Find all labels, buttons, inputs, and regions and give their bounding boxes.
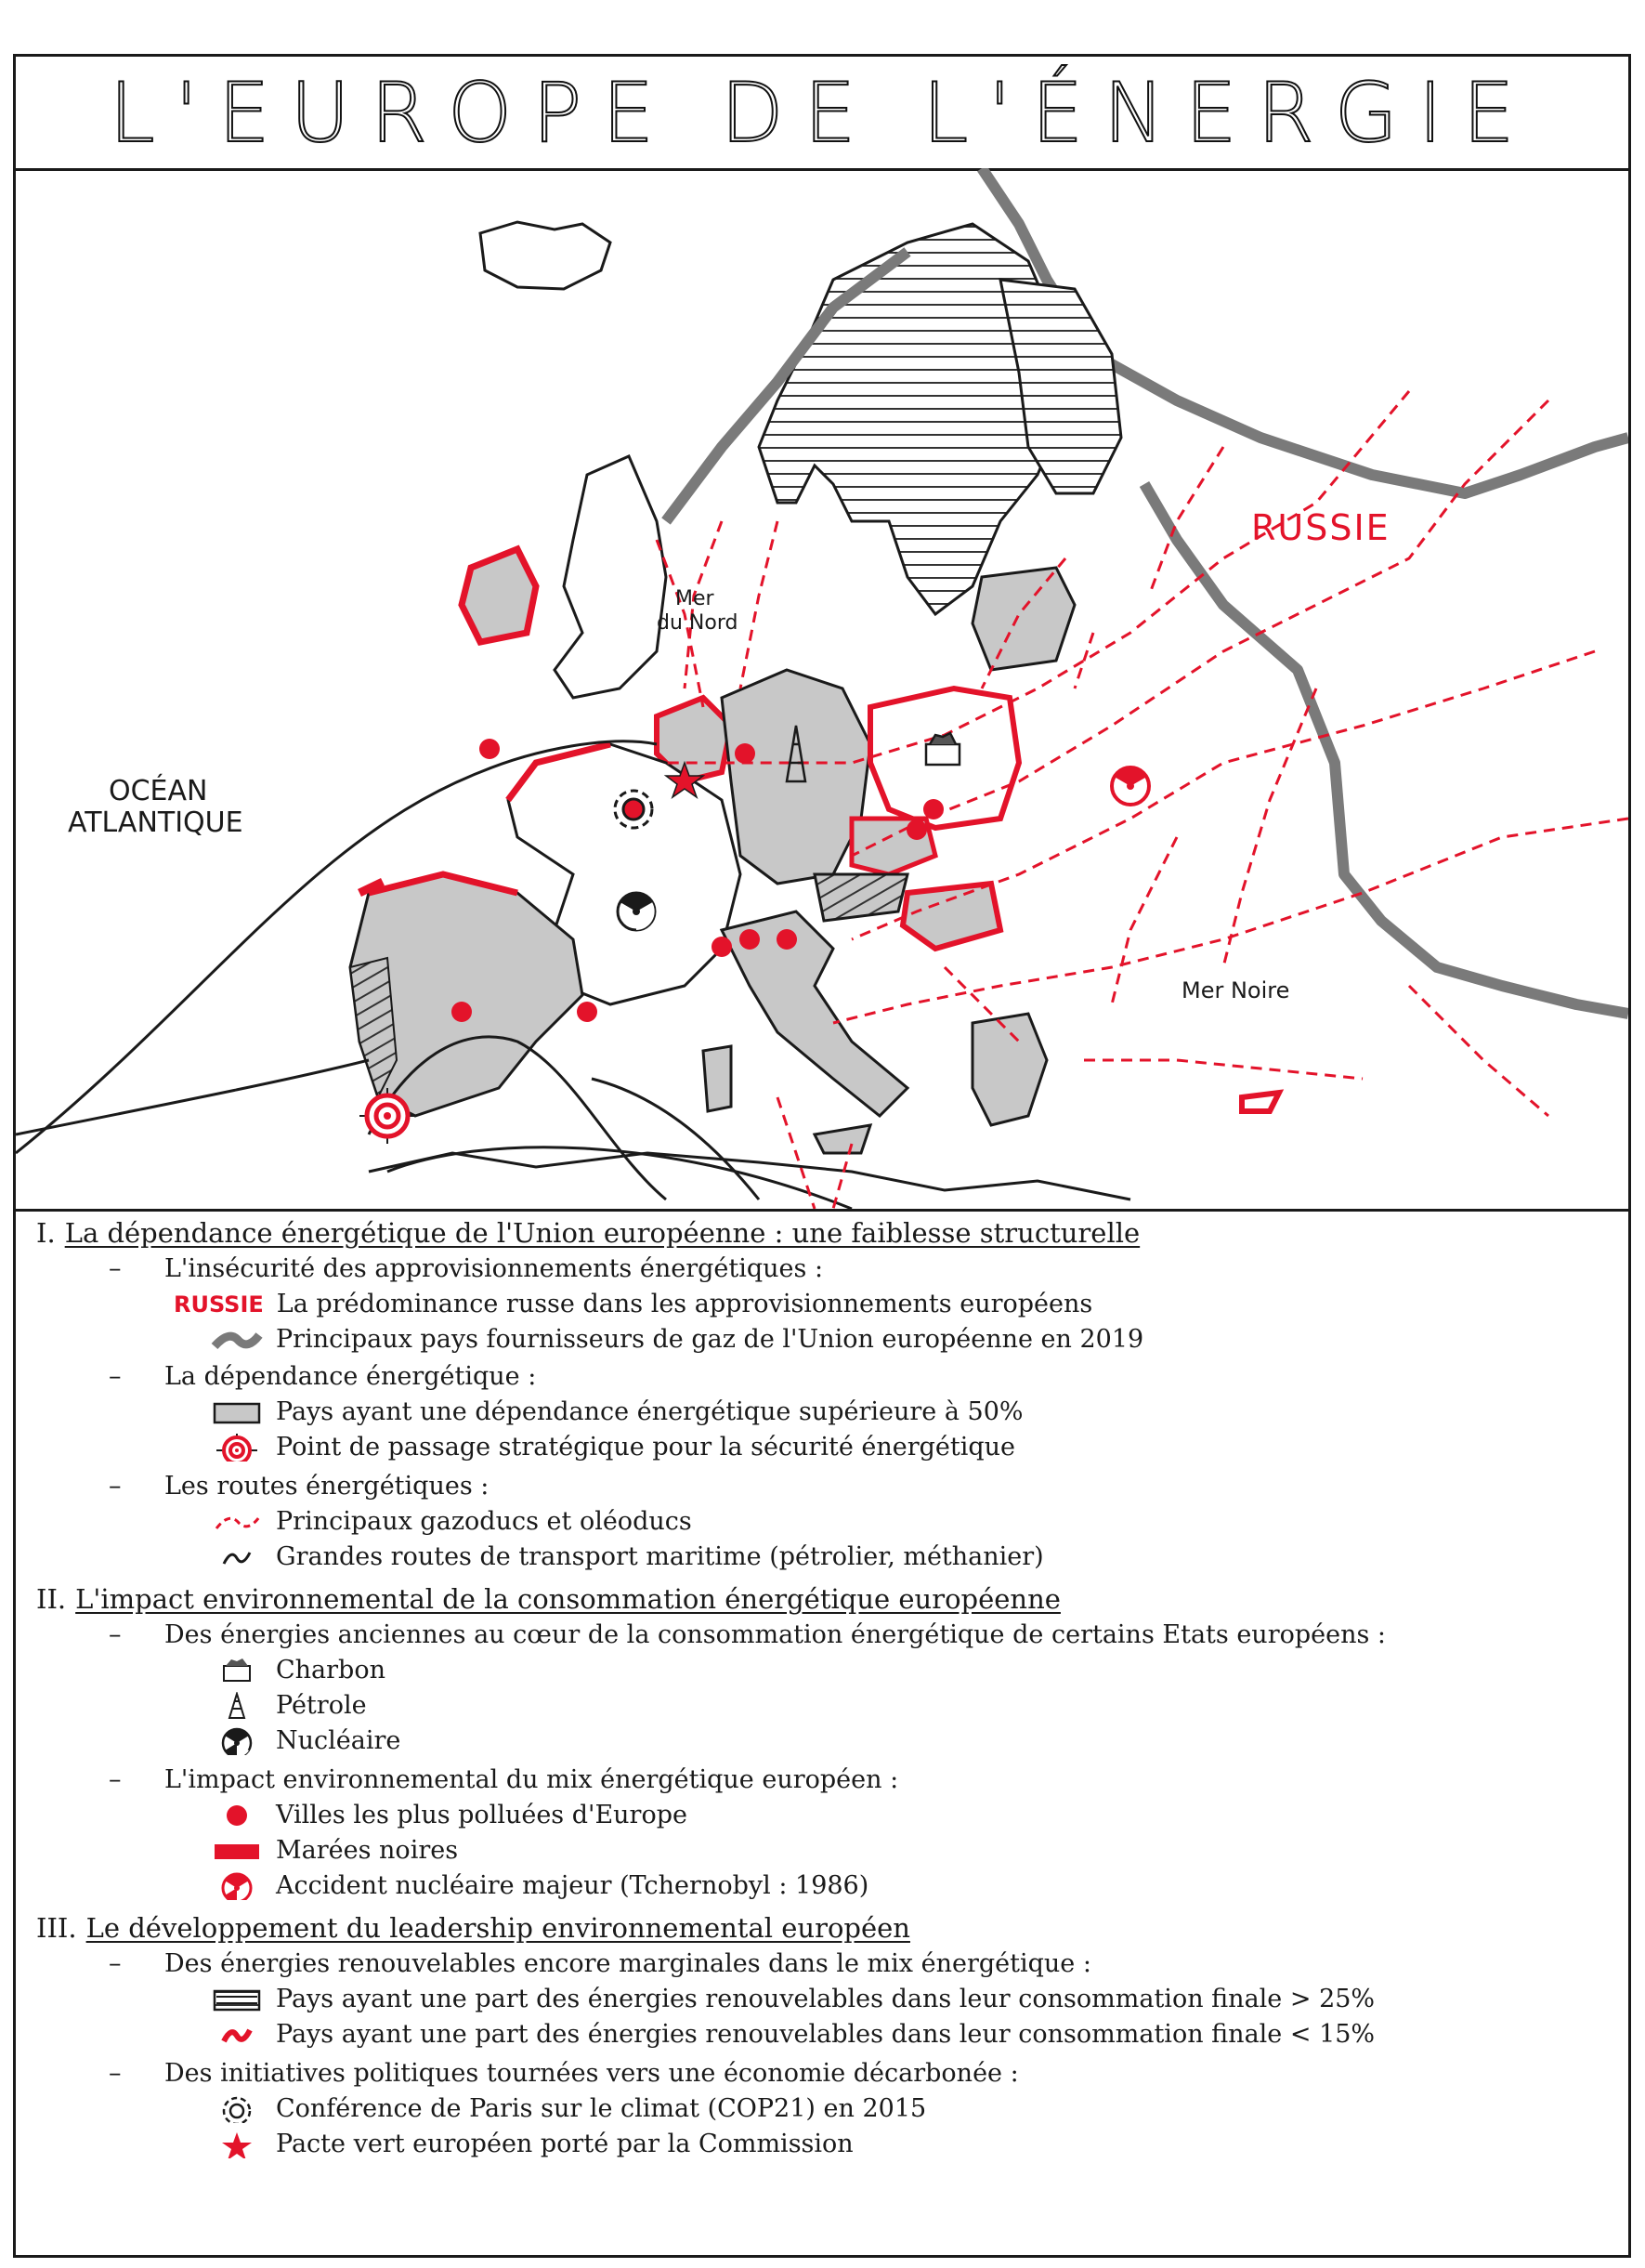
city-dot bbox=[479, 739, 500, 759]
charbon-text: Charbon bbox=[276, 1656, 385, 1685]
red-bar-icon bbox=[211, 1837, 263, 1865]
greece bbox=[973, 1014, 1047, 1125]
gas-suppliers-text: Principaux pays fournisseurs de gaz de l'Union européenne en 2019 bbox=[276, 1325, 1144, 1354]
legend-sub-env-impact: – L'impact environnemental du mix énergétique européen : bbox=[109, 1765, 899, 1794]
legend-item-marees bbox=[211, 1836, 458, 1865]
section-2-heading: L'impact environnemental de la consommation énergétique européenne bbox=[75, 1583, 1061, 1615]
legend-item-russie bbox=[174, 1290, 1092, 1318]
legend-sub-initiatives: – Des initiatives politiques tournées vers une économie décarbonée : bbox=[109, 2059, 1019, 2088]
oil-derrick-legend-icon bbox=[211, 1692, 263, 1720]
legend-item-cop21 bbox=[211, 2094, 926, 2123]
europe-map bbox=[16, 168, 1628, 1212]
legend-item-charbon bbox=[211, 1656, 385, 1685]
nuclear-accident-icon bbox=[1112, 761, 1149, 805]
legend-item-villes bbox=[211, 1801, 687, 1829]
legend-sub-old-energies: – Des énergies anciennes au cœur de la consommation énergétique de certains Etats européens : bbox=[109, 1620, 1387, 1649]
sub-env-impact-text: L'impact environnemental du mix énergétique européen : bbox=[164, 1765, 899, 1794]
hatched-box-icon bbox=[211, 1986, 263, 2013]
sub-renewables-text: Des énergies renouvelables encore marginales dans le mix énergétique : bbox=[164, 1949, 1091, 1978]
nuclear-accident-legend-icon bbox=[211, 1872, 263, 1900]
sub-initiatives-text: Des initiatives politiques tournées vers une économie décarbonée : bbox=[164, 2059, 1019, 2088]
legend-item-petrole bbox=[211, 1691, 367, 1720]
pacte-text: Pacte vert européen porté par la Commission bbox=[276, 2130, 854, 2158]
city-dot bbox=[712, 937, 732, 957]
legend bbox=[16, 1212, 1628, 2255]
label-ocean-1: OCÉAN bbox=[109, 775, 208, 807]
legend-item-sea-routes bbox=[211, 1542, 1044, 1571]
legend-sub-insecurity: – L'insécurité des approvisionnements énergétiques : bbox=[109, 1254, 824, 1283]
grey-box-icon bbox=[211, 1398, 263, 1426]
map-svg bbox=[16, 168, 1628, 1209]
petrole-text: Pétrole bbox=[276, 1691, 367, 1720]
sub-dependance-text: La dépendance énergétique : bbox=[164, 1362, 537, 1391]
grey-stroke-icon bbox=[211, 1326, 263, 1354]
great-britain bbox=[555, 456, 666, 698]
label-mer-noire: Mer Noire bbox=[1182, 977, 1290, 1003]
city-dot bbox=[777, 929, 797, 950]
legend-item-gas-suppliers bbox=[211, 1325, 1143, 1354]
legend-item-nucleaire bbox=[211, 1726, 400, 1755]
baltic-states bbox=[973, 568, 1075, 670]
pipelines-text: Principaux gazoducs et oléoducs bbox=[276, 1507, 692, 1536]
russie-legend-text: La prédominance russe dans les approvisionnements européens bbox=[276, 1290, 1093, 1318]
city-dot bbox=[577, 1002, 597, 1022]
legend-item-dependance-50 bbox=[211, 1397, 1024, 1426]
legend-item-pacte bbox=[211, 2130, 854, 2158]
nucleaire-text: Nucléaire bbox=[276, 1726, 401, 1755]
legend-item-renewables-inf15 bbox=[211, 2020, 1375, 2049]
coal-cart-legend-icon bbox=[211, 1657, 263, 1685]
sea-route-icon bbox=[211, 1543, 263, 1571]
marees-text: Marées noires bbox=[276, 1836, 459, 1865]
legend-sub-routes: – Les routes énergétiques : bbox=[109, 1472, 490, 1501]
city-dot bbox=[735, 743, 755, 764]
sub-routes-text: Les routes énergétiques : bbox=[164, 1472, 490, 1501]
map-sheet bbox=[13, 54, 1631, 2258]
strategic-passage-text: Point de passage stratégique pour la sécurité énergétique bbox=[276, 1433, 1016, 1462]
hungary bbox=[903, 884, 1000, 949]
strategic-passage-legend-icon bbox=[211, 1434, 263, 1462]
cop21-text: Conférence de Paris sur le climat (COP21) en 2015 bbox=[276, 2094, 927, 2123]
red-dot-icon bbox=[211, 1802, 263, 1829]
dependance-50-text: Pays ayant une dépendance énergétique supérieure à 50% bbox=[276, 1397, 1024, 1426]
title-box bbox=[16, 57, 1628, 171]
label-mer-du-nord-2: du Nord bbox=[657, 611, 738, 635]
austria-hatched bbox=[815, 874, 907, 921]
section-1-heading: La dépendance énergétique de l'Union européenne : une faiblesse structurelle bbox=[64, 1217, 1141, 1249]
city-dot bbox=[923, 799, 944, 819]
legend-section-1-title bbox=[36, 1217, 1140, 1249]
renewables-inf15-text: Pays ayant une part des énergies renouvelables dans leur consommation finale < 15% bbox=[276, 2020, 1376, 2049]
legend-item-renewables-sup25 bbox=[211, 1985, 1375, 2013]
renewables-sup25-text: Pays ayant une part des énergies renouvelables dans leur consommation finale > 25% bbox=[276, 1985, 1376, 2013]
germany bbox=[722, 670, 870, 884]
legend-section-2-title bbox=[36, 1583, 1061, 1615]
cyprus bbox=[1242, 1093, 1279, 1111]
cop21-legend-icon bbox=[211, 2095, 263, 2123]
nuclear-legend-icon bbox=[211, 1727, 263, 1755]
legend-section-3-title bbox=[36, 1912, 910, 1944]
section-2-number: II. bbox=[36, 1583, 67, 1615]
section-3-heading: Le développement du leadership environnemental européen bbox=[85, 1912, 910, 1944]
legend-sub-renewables: – Des énergies renouvelables encore marginales dans le mix énergétique : bbox=[109, 1949, 1091, 1978]
city-dot bbox=[907, 819, 927, 840]
city-dot bbox=[739, 929, 760, 950]
label-ocean-2: ATLANTIQUE bbox=[68, 806, 243, 839]
legend-item-strategic-passage bbox=[211, 1433, 1015, 1462]
sea-routes-text: Grandes routes de transport maritime (pétrolier, méthanier) bbox=[276, 1542, 1044, 1571]
sub-insecurity-text: L'insécurité des approvisionnements énergétiques : bbox=[164, 1254, 824, 1283]
section-1-number: I. bbox=[36, 1217, 56, 1249]
legend-item-accident bbox=[211, 1871, 868, 1900]
city-dot bbox=[451, 1002, 472, 1022]
villes-text: Villes les plus polluées d'Europe bbox=[276, 1801, 687, 1829]
legend-sub-dependance: – La dépendance énergétique : bbox=[109, 1362, 537, 1391]
sub-old-energies-text: Des énergies anciennes au cœur de la consommation énergétique de certains Etats européens : bbox=[164, 1620, 1387, 1649]
legend-item-pipelines bbox=[211, 1507, 692, 1536]
russie-legend-word: RUSSIE bbox=[174, 1291, 264, 1318]
section-3-number: III. bbox=[36, 1912, 77, 1944]
pipeline-dash-icon bbox=[211, 1508, 263, 1536]
accident-text: Accident nucléaire majeur (Tchernobyl : 1986) bbox=[276, 1871, 869, 1900]
red-stroke-icon bbox=[211, 2021, 263, 2049]
label-russie: RUSSIE bbox=[1251, 507, 1390, 548]
red-star-icon bbox=[211, 2130, 263, 2158]
iceland bbox=[480, 222, 610, 289]
page-title: L'EUROPE DE L'ÉNERGIE bbox=[109, 64, 1535, 161]
label-mer-du-nord-1: Mer bbox=[675, 587, 714, 610]
sardinia bbox=[703, 1046, 731, 1111]
sicily bbox=[815, 1125, 870, 1153]
ireland bbox=[462, 549, 536, 642]
